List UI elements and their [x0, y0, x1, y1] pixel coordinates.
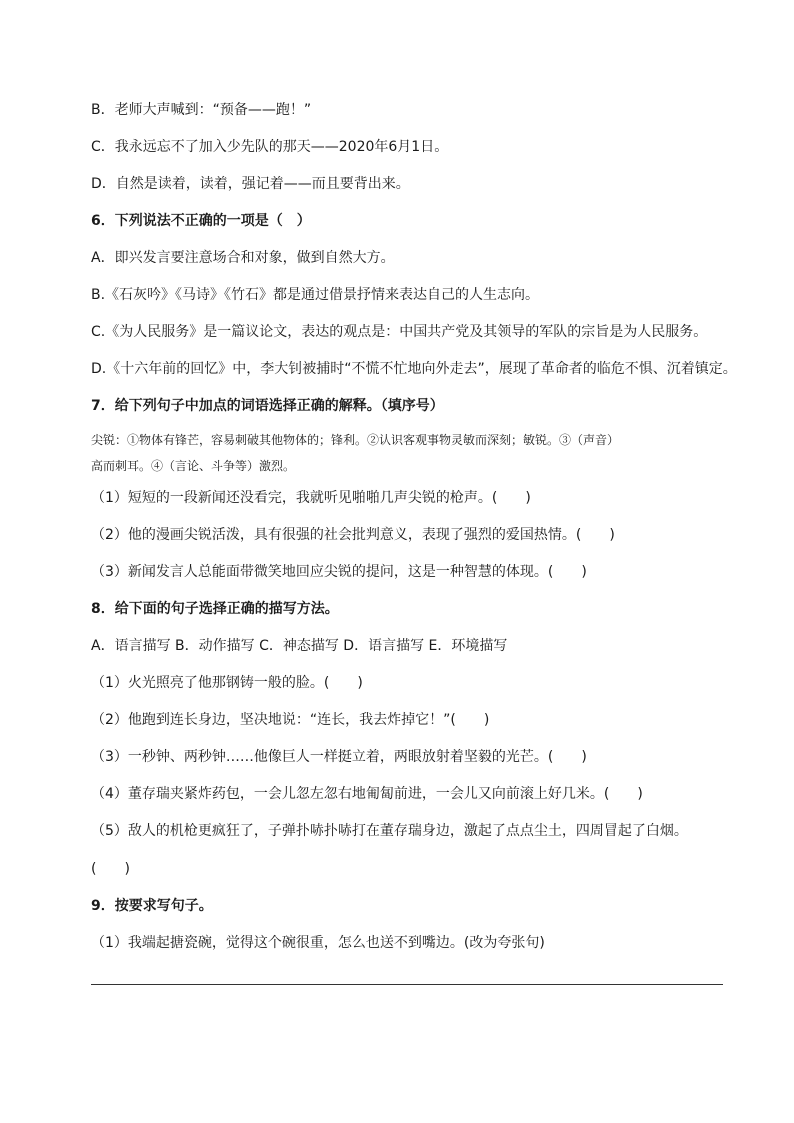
question-7-definition-line-2: 高而刺耳。④（言论、斗争等）激烈。: [91, 459, 296, 473]
question-7-title: 7．给下列句子中加点的词语选择正确的解释。（填序号）: [91, 398, 444, 414]
question-9-title: 9．按要求写句子。: [91, 898, 213, 914]
question-8-item-3: （3）一秒钟、两秒钟……他像巨人一样挺立着，两眼放射着坚毅的光芒。( ): [91, 749, 587, 765]
question-7-item-3: （3）新闻发言人总能面带微笑地回应尖锐的提问，这是一种智慧的体现。( ): [91, 564, 587, 580]
question-6-option-b: B.《石灰吟》《马诗》《竹石》都是通过借景抒情来表达自己的人生志向。: [91, 287, 540, 303]
option-b-line: B．老师大声喊到：“预备——跑！”: [91, 102, 312, 118]
question-8-item-5: （5）敌人的机枪更疯狂了，子弹扑哧扑哧打在董存瑞身边，激起了点点尘土，四周冒起了白烟。: [91, 823, 688, 839]
question-8-item-4: （4）董存瑞夹紧炸药包，一会儿忽左忽右地匍匐前进，一会儿又向前滚上好几米。( ): [91, 786, 643, 802]
question-6-title: 6．下列说法不正确的一项是（ ）: [91, 213, 311, 229]
question-8-title: 8．给下面的句子选择正确的描写方法。: [91, 601, 339, 617]
question-6-option-d: D.《十六年前的回忆》中，李大钊被捕时“不慌不忙地向外走去”，展现了革命者的临危不惧、沉着镇定。: [91, 361, 737, 377]
question-8-item-5-answer-blank: ( ): [91, 861, 130, 877]
question-8-item-2: （2）他跑到连长身边，坚决地说：“连长，我去炸掉它！”( ): [91, 712, 490, 728]
option-c-line: C．我永远忘不了加入少先队的那天——2020年6月1日。: [91, 139, 449, 155]
question-7-item-2: （2）他的漫画尖锐活泼，具有很强的社会批判意义，表现了强烈的爱国热情。( ): [91, 527, 615, 543]
option-d-line: D．自然是读着，读着，强记着——而且要背出来。: [91, 176, 410, 192]
question-6-option-c: C.《为人民服务》是一篇议论文，表达的观点是：中国共产党及其领导的军队的宗旨是为人民服务。: [91, 324, 708, 340]
question-6-option-a: A．即兴发言要注意场合和对象，做到自然大方。: [91, 250, 395, 266]
question-9-item-1: （1）我端起搪瓷碗，觉得这个碗很重，怎么也送不到嘴边。(改为夸张句): [91, 935, 545, 951]
question-7-definition-line-1: 尖锐：①物体有锋芒，容易刺破其他物体的；锋利。②认识客观事物灵敏而深刻；敏锐。③（声音）: [91, 433, 620, 447]
answer-line: [91, 984, 723, 985]
question-7-item-1: （1）短短的一段新闻还没看完，我就听见啪啪几声尖锐的枪声。( ): [91, 490, 531, 506]
question-8-item-1: （1）火光照亮了他那钢铸一般的脸。( ): [91, 675, 363, 691]
question-8-options: A．语言描写 B．动作描写 C．神态描写 D．语言描写 E．环境描写: [91, 638, 508, 654]
